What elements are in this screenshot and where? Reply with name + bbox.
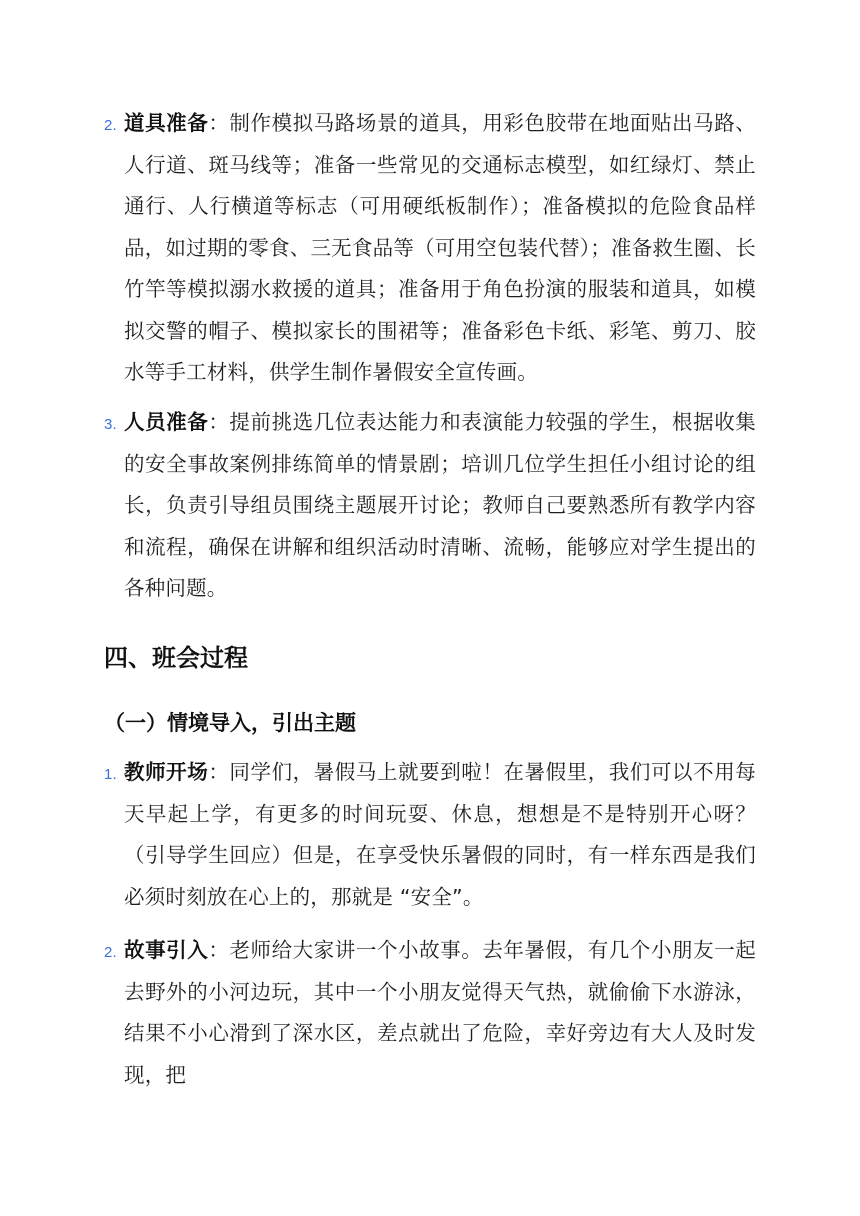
list-item-teacher-opening <box>104 752 756 918</box>
list-number: 2. <box>104 944 117 961</box>
list-item-props-prep <box>104 103 756 394</box>
list-item-body: ：制作模拟马路场景的道具，用彩色胶带在地面贴出马路、人行道、斑马线等；准备一些常见的交通标志模型，如红绿灯、禁止通行、人行横道等标志（可用硬纸板制作）；准备模拟的危险食品样品，如过期的零食、三无食品等（可用空包装代替）；准备救生圈、长竹竿等模拟溺水救援的道具；准备用于角色扮演的服装和道具，如模拟交警的帽子、模拟家长的围裙等；准备彩色卡纸、彩笔、剪刀、胶水等手工材料，供学生制作暑假安全宣传画。 <box>124 111 756 384</box>
section-heading: 四、班会过程 <box>104 644 248 672</box>
list-item-title: 故事引入 <box>124 938 209 962</box>
list-item-staff-prep <box>104 402 756 610</box>
list-item-text <box>124 930 756 1096</box>
list-number: 3. <box>104 416 117 433</box>
list-item-body: ：提前挑选几位表达能力和表演能力较强的学生，根据收集的安全事故案例排练简单的情景剧；培训几位学生担任小组讨论的组长，负责引导组员围绕主题展开讨论；教师自己要熟悉所有教学内容和流程，确保在讲解和组织活动时清晰、流畅，能够应对学生提出的各种问题。 <box>124 410 756 600</box>
subsection-heading: （一）情境导入，引出主题 <box>104 711 356 735</box>
list-item-title: 教师开场 <box>124 760 209 784</box>
list-item-title: 道具准备 <box>124 111 209 135</box>
list-item-body: ：同学们，暑假马上就要到啦！在暑假里，我们可以不用每天早起上学，有更多的时间玩耍、休息，想想是不是特别开心呀？（引导学生回应）但是，在享受快乐暑假的同时，有一样东西是我们必须时刻放在心上的，那就是 “安全”。 <box>124 760 756 909</box>
list-number: 1. <box>104 766 117 783</box>
list-item-story-intro <box>104 930 756 1096</box>
list-item-text <box>124 402 756 610</box>
list-item-text <box>124 103 756 394</box>
list-item-text <box>124 752 756 918</box>
list-number: 2. <box>104 117 117 134</box>
list-item-body: ：老师给大家讲一个小故事。去年暑假，有几个小朋友一起去野外的小河边玩，其中一个小朋友觉得天气热，就偷偷下水游泳，结果不小心滑到了深水区，差点就出了危险，幸好旁边有大人及时发现，把 <box>124 938 756 1087</box>
list-item-title: 人员准备 <box>124 410 209 434</box>
